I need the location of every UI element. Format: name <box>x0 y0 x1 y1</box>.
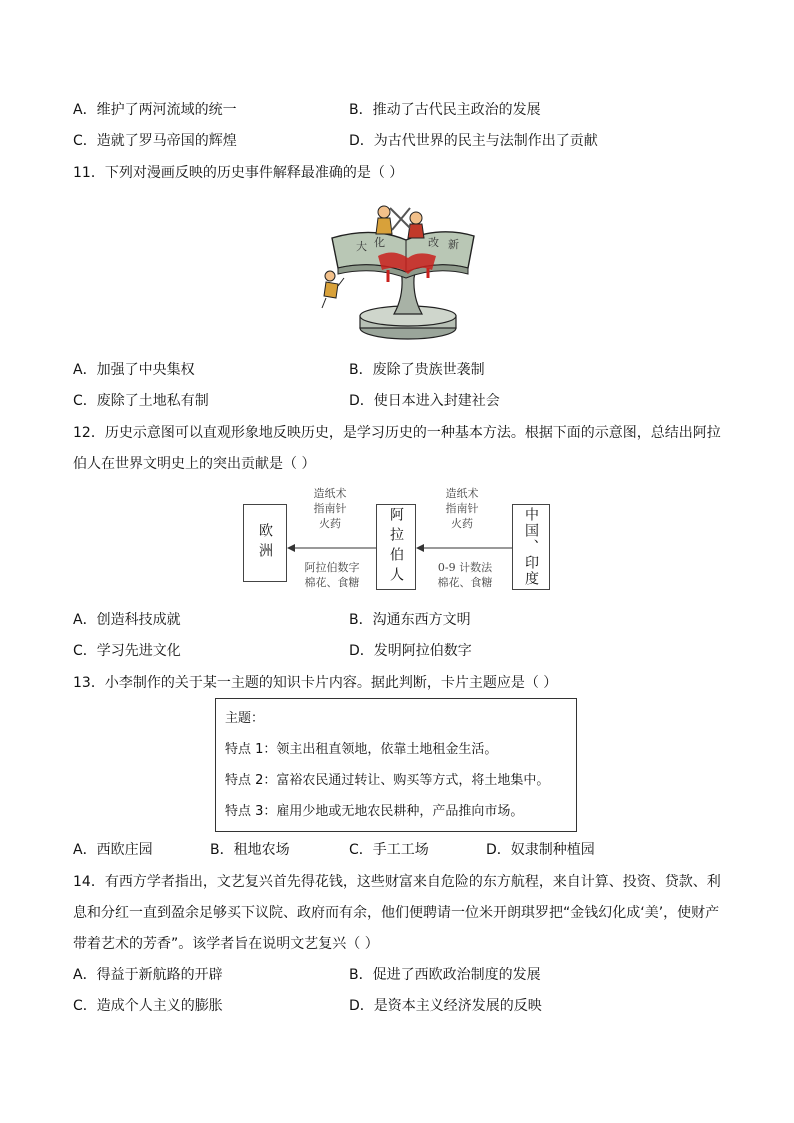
q14-stem-line2: 息和分红一直到盈余足够买下议院、政府而有余，他们便聘请一位米开朗琪罗把“金钱幻化成‘美’，使财产 <box>73 905 720 921</box>
q13-stem: 13．小李制作的关于某一主题的知识卡片内容。据此判断，卡片主题应是（ ） <box>73 675 558 691</box>
q14-stem-line1: 14．有西方学者指出，文艺复兴首先得花钱，这些财富来自危险的东方航程，来自计算、投资、贷款、利 <box>73 874 721 890</box>
q12-option-b: B．沟通东西方文明 <box>349 612 471 628</box>
cartoon-char-2: 化 <box>374 236 385 249</box>
bottom-right-item-2: 棉花、食糖 <box>437 576 493 589</box>
diagram-arrows <box>243 486 553 590</box>
q14-option-d: D．是资本主义经济发展的反映 <box>349 998 542 1014</box>
cartoon-illustration <box>318 198 478 343</box>
card-feature-2: 特点 2：富裕农民通过转让、购买等方式，将土地集中。 <box>225 773 550 788</box>
arab-diagram <box>243 486 553 590</box>
q10-option-d: D．为古代世界的民主与法制作出了贡献 <box>349 133 598 149</box>
top-left-item-1: 造纸术 <box>313 487 347 500</box>
cartoon-char-1: 大 <box>356 240 367 253</box>
card-feature-1: 特点 1：领主出租直领地，依靠土地租金生活。 <box>225 742 498 757</box>
top-right-item-3: 火药 <box>451 517 473 530</box>
q13-option-d: D．奴隶制种植园 <box>486 842 595 858</box>
top-right-item-2: 指南针 <box>445 502 479 515</box>
bottom-left-item-2: 棉花、食糖 <box>304 576 360 589</box>
q12-option-d: D．发明阿拉伯数字 <box>349 643 472 659</box>
bottom-left-item-1: 阿拉伯数字 <box>304 561 360 574</box>
bottom-left-labels <box>299 560 365 590</box>
q11-option-d: D．使日本进入封建社会 <box>349 393 500 409</box>
bottom-right-item-1: 0-9 计数法 <box>437 561 493 574</box>
q11-option-b: B．废除了贵族世袭制 <box>349 362 485 378</box>
q13-option-c: C．手工工场 <box>349 842 429 858</box>
top-right-item-1: 造纸术 <box>445 487 479 500</box>
top-left-item-3: 火药 <box>319 517 341 530</box>
q13-option-a: A．西欧庄园 <box>73 842 153 858</box>
top-right-labels <box>441 486 483 531</box>
q14-option-c: C．造成个人主义的膨胀 <box>73 998 223 1014</box>
top-left-item-2: 指南针 <box>313 502 347 515</box>
q13-option-b: B．租地农场 <box>210 842 290 858</box>
card-title: 主题： <box>225 711 265 726</box>
q12-stem-line1: 12．历史示意图可以直观形象地反映历史，是学习历史的一种基本方法。根据下面的示意图，总结出阿拉 <box>73 425 721 441</box>
q10-option-c: C．造就了罗马帝国的辉煌 <box>73 133 237 149</box>
card-feature-3: 特点 3：雇用少地或无地农民耕种，产品推向市场。 <box>225 804 524 819</box>
q14-option-b: B．促进了西欧政治制度的发展 <box>349 967 541 983</box>
q12-stem-line2: 伯人在世界文明史上的突出贡献是（ ） <box>73 456 316 472</box>
cartoon-char-4: 新 <box>448 238 459 251</box>
q11-stem: 11．下列对漫画反映的历史事件解释最准确的是（ ） <box>73 165 404 181</box>
top-left-labels <box>309 486 351 531</box>
q14-option-a: A．得益于新航路的开辟 <box>73 967 223 983</box>
q12-option-a: A．创造科技成就 <box>73 612 181 628</box>
q11-option-a: A．加强了中央集权 <box>73 362 195 378</box>
q10-option-b: B．推动了古代民主政治的发展 <box>349 102 541 118</box>
china-india-label: 中国、印度 <box>523 507 539 587</box>
cartoon-char-3: 改 <box>428 236 439 249</box>
europe-label: 欧洲 <box>257 523 273 563</box>
q14-stem-line3: 带着艺术的芳香”。该学者旨在说明文艺复兴（ ） <box>73 936 379 952</box>
knowledge-card <box>215 698 577 832</box>
q10-option-a: A．维护了两河流域的统一 <box>73 102 237 118</box>
q11-option-c: C．废除了土地私有制 <box>73 393 209 409</box>
bottom-right-labels <box>435 560 495 590</box>
arab-label: 阿拉伯人 <box>388 507 404 587</box>
q12-option-c: C．学习先进文化 <box>73 643 181 659</box>
